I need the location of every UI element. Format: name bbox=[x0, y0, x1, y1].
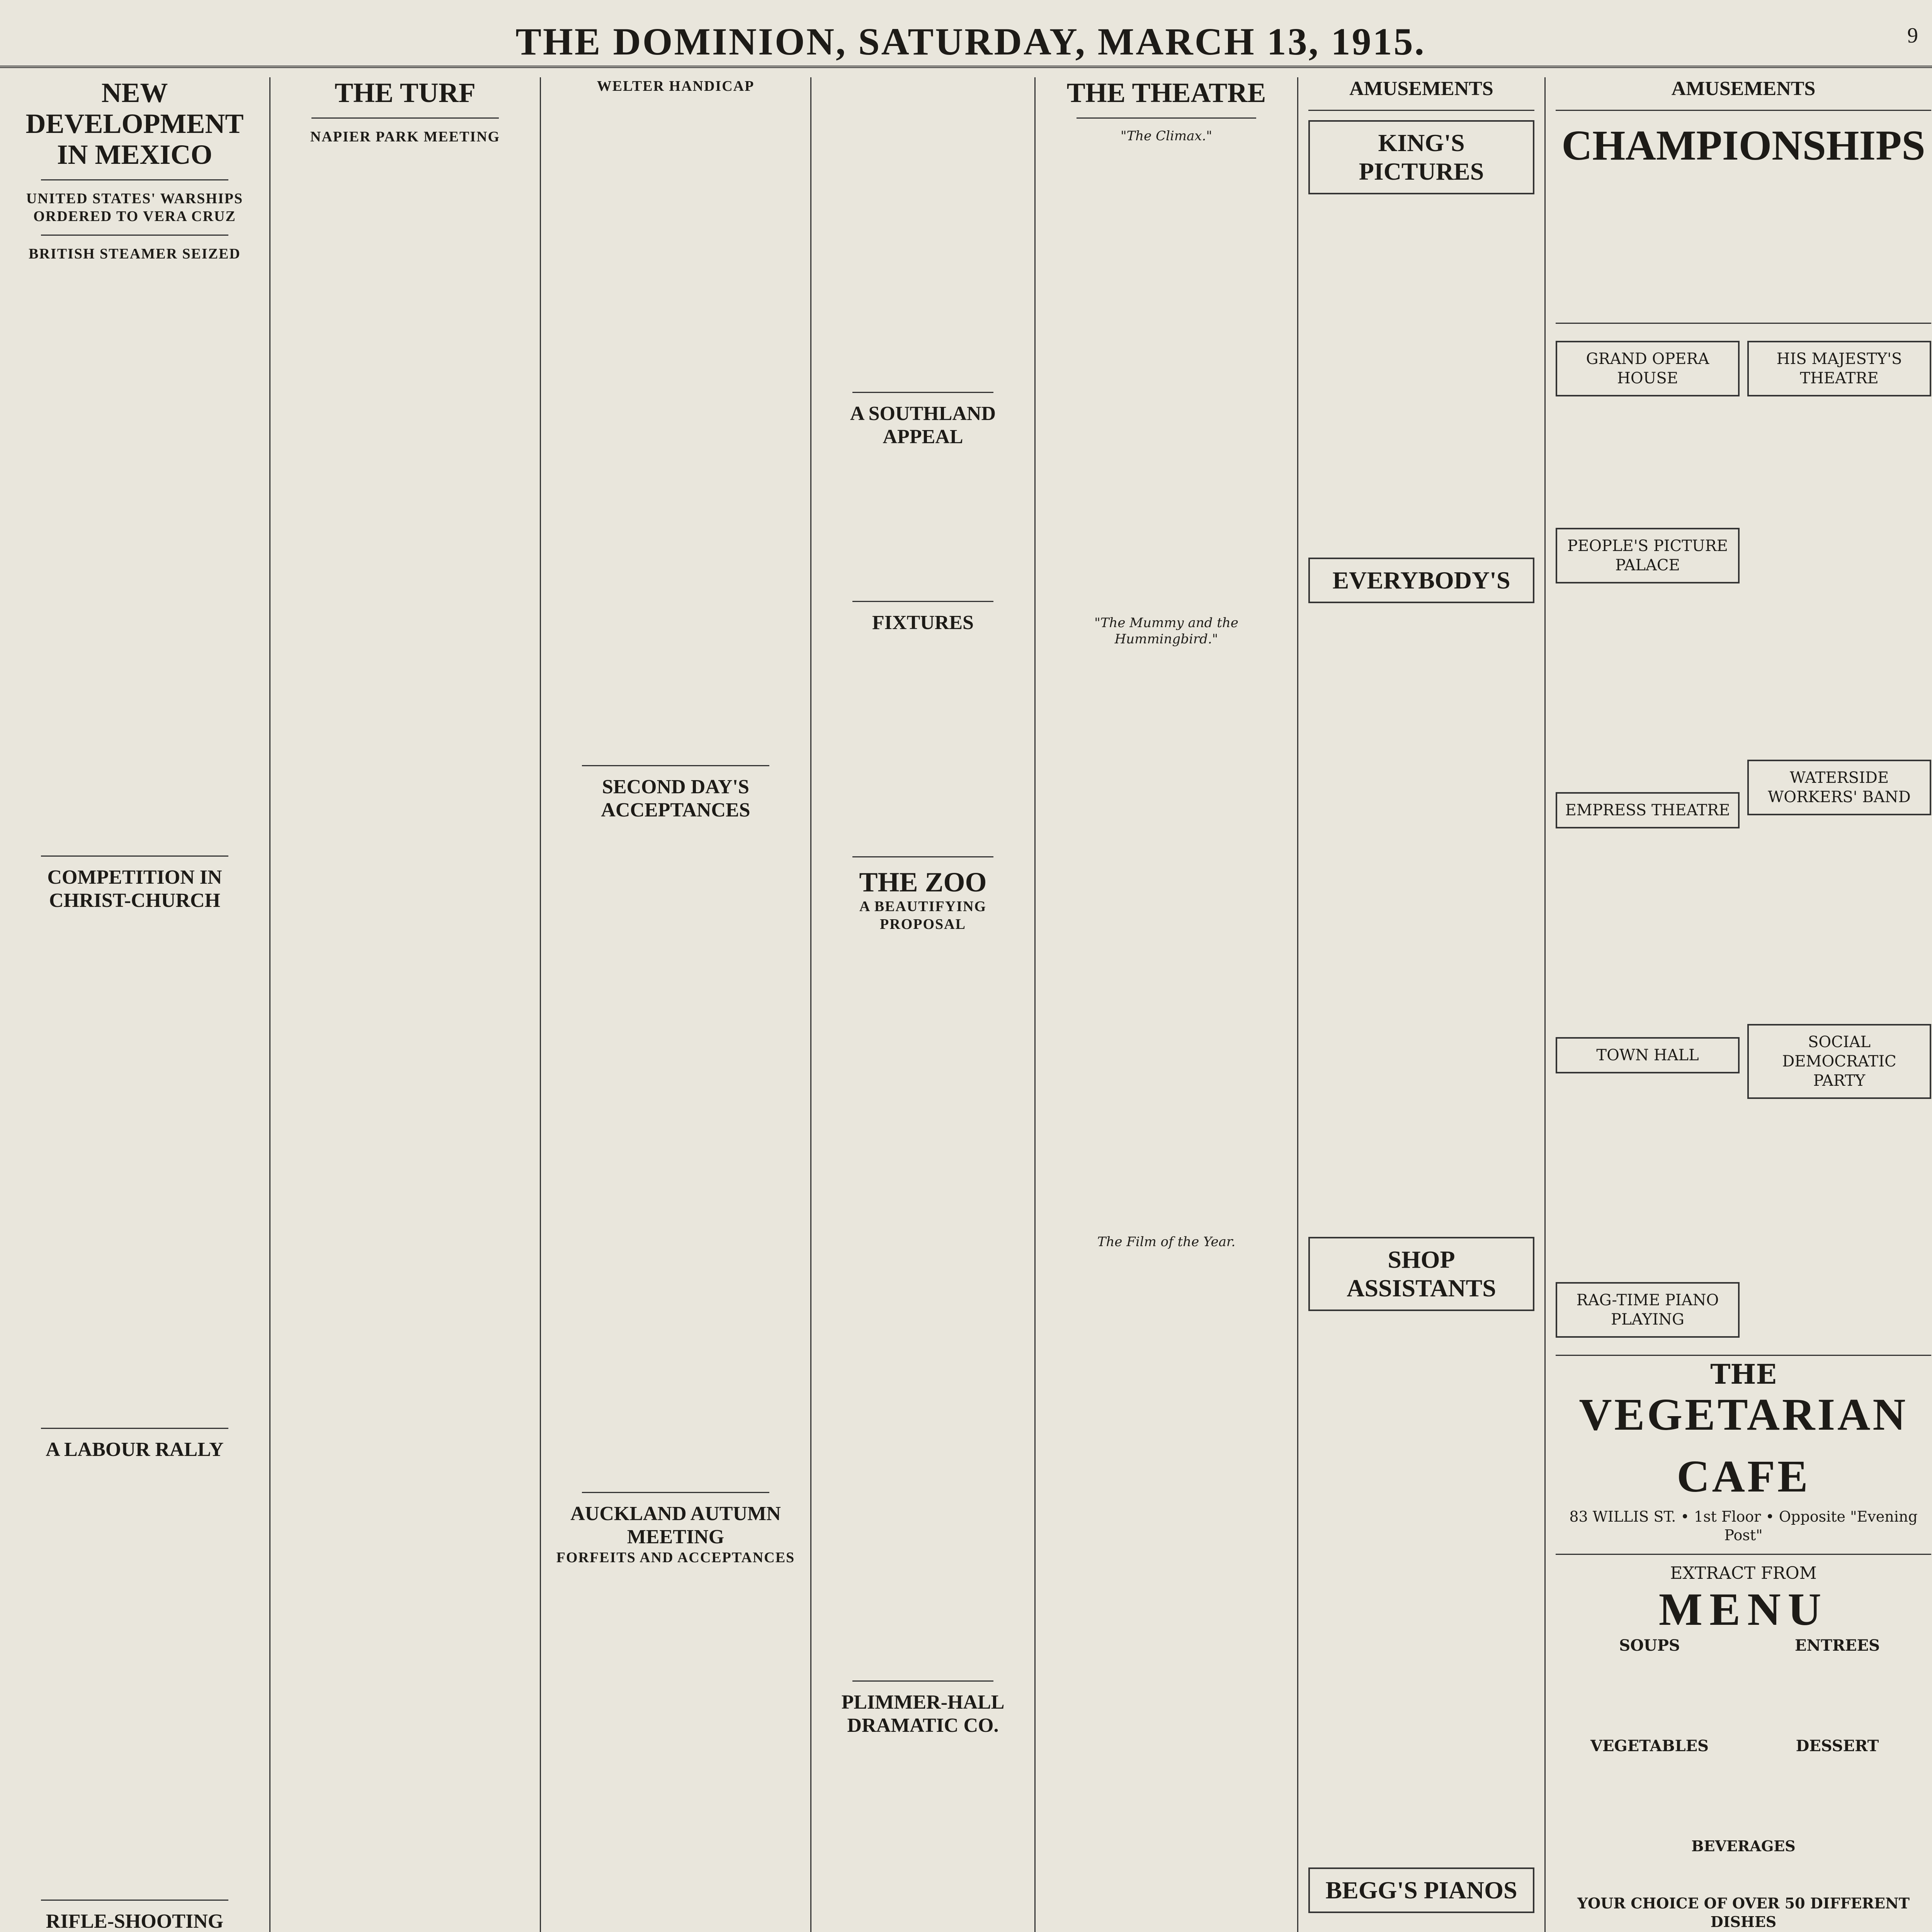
ad-peoples-picture-palace bbox=[1556, 528, 1740, 583]
headline-turf: THE TURF bbox=[335, 77, 476, 108]
ad-title: SOCIAL DEMOCRATIC PARTY bbox=[1782, 1033, 1896, 1090]
ad-empress bbox=[1556, 792, 1740, 828]
ad-title: KING'S PICTURES bbox=[1359, 129, 1484, 185]
article-body bbox=[821, 937, 1024, 1671]
ad-title: SHOP ASSISTANTS bbox=[1347, 1246, 1496, 1302]
menu-section: SOUPS bbox=[1619, 1636, 1680, 1655]
ad-shop-assistants bbox=[1308, 1237, 1534, 1311]
ad-kings-pictures bbox=[1308, 120, 1534, 194]
cafe-title: VEGETARIAN CAFE bbox=[1579, 1389, 1908, 1502]
ad-title: EVERYBODY'S bbox=[1332, 566, 1510, 594]
article-body bbox=[10, 1465, 259, 1890]
ad-title: HIS MAJESTY'S THEATRE bbox=[1776, 350, 1902, 387]
ad-body bbox=[1308, 202, 1534, 550]
headline-zoo: THE ZOO bbox=[859, 867, 987, 898]
menu-items bbox=[1556, 1659, 1743, 1736]
headline-competition: COMPETITION IN CHRIST-CHURCH bbox=[47, 866, 222, 912]
headline-championships: CHAMPIONSHIPS bbox=[1561, 122, 1925, 169]
article-body bbox=[821, 452, 1024, 592]
subhead-napier-park: NAPIER PARK MEETING bbox=[310, 129, 500, 145]
article-body bbox=[551, 1570, 800, 1932]
headline-auckland-autumn: AUCKLAND AUTUMN MEETING bbox=[570, 1503, 781, 1548]
amusements-left bbox=[1556, 333, 1740, 1345]
menu-section: VEGETABLES bbox=[1590, 1737, 1709, 1755]
article-body bbox=[1046, 651, 1287, 1231]
ad-title: BEGG'S PIANOS bbox=[1325, 1876, 1517, 1904]
headline-rifle-shooting: RIFLE-SHOOTING bbox=[46, 1910, 224, 1932]
subhead-film-of-year: The Film of the Year. bbox=[1097, 1234, 1236, 1250]
ad-body bbox=[1308, 611, 1534, 1229]
cafe-the: THE bbox=[1710, 1358, 1777, 1390]
article-body bbox=[821, 1741, 1024, 1932]
ad-waterside bbox=[1747, 760, 1931, 815]
headline-southland-appeal: A SOUTHLAND APPEAL bbox=[850, 403, 996, 448]
menu-extract: EXTRACT FROM bbox=[1670, 1563, 1817, 1583]
page-number: 9 bbox=[1907, 24, 1918, 48]
article-body bbox=[1046, 1254, 1287, 1932]
column-1 bbox=[0, 77, 270, 1932]
headline-mexico: NEW DEVELOPMENT IN MEXICO bbox=[26, 77, 244, 170]
menu-items bbox=[1743, 1659, 1931, 1736]
column-4 bbox=[811, 77, 1036, 1932]
subhead-beautifying: A BEAUTIFYING PROPOSAL bbox=[859, 898, 986, 932]
ad-body bbox=[1747, 1107, 1931, 1300]
article-body bbox=[821, 81, 1024, 383]
ad-everybodys bbox=[1308, 558, 1534, 603]
article-body bbox=[551, 826, 800, 1483]
ad-body bbox=[1747, 404, 1931, 752]
masthead bbox=[0, 15, 1932, 68]
ad-ragtime bbox=[1556, 1282, 1740, 1338]
ad-body bbox=[1556, 174, 1931, 313]
menu-section: ENTREES bbox=[1795, 1636, 1880, 1655]
menu-choice: YOUR CHOICE OF OVER 50 DIFFERENT DISHES bbox=[1577, 1895, 1910, 1930]
ad-social-democratic bbox=[1747, 1024, 1931, 1099]
ad-body bbox=[1556, 404, 1740, 520]
menu-items bbox=[1743, 1760, 1931, 1837]
headline-theatre: THE THEATRE bbox=[1066, 77, 1266, 108]
ad-beggs-pianos bbox=[1308, 1867, 1534, 1913]
article-body bbox=[10, 916, 259, 1418]
menu-section: BEVERAGES bbox=[1691, 1837, 1796, 1855]
ad-body bbox=[1308, 1319, 1534, 1860]
amusements-right bbox=[1747, 333, 1931, 1345]
column-6 bbox=[1298, 77, 1546, 1932]
ad-body bbox=[1747, 823, 1931, 1016]
headline-amusements: AMUSEMENTS bbox=[1671, 78, 1816, 100]
ad-his-majestys bbox=[1747, 341, 1931, 396]
subhead-forfeits: FORFEITS AND ACCEPTANCES bbox=[556, 1549, 795, 1566]
subhead-steamer: BRITISH STEAMER SEIZED bbox=[29, 246, 241, 262]
article-body bbox=[10, 267, 259, 846]
menu-items bbox=[1556, 1760, 1743, 1837]
subhead-welter: WELTER HANDICAP bbox=[597, 78, 755, 94]
ad-title: EMPRESS THEATRE bbox=[1565, 801, 1730, 819]
ad-body bbox=[1556, 591, 1740, 784]
article-body bbox=[551, 99, 800, 756]
cafe-address: 83 WILLIS ST. • 1st Floor • Opposite "Evening Post" bbox=[1569, 1508, 1918, 1544]
article-body bbox=[1046, 148, 1287, 612]
ad-body bbox=[1556, 836, 1740, 1029]
masthead-title: THE DOMINION, SATURDAY, MARCH 13, 1915. bbox=[515, 20, 1426, 63]
ad-grand-opera bbox=[1556, 341, 1740, 396]
amusements-grid bbox=[1556, 333, 1931, 1345]
ad-title: TOWN HALL bbox=[1596, 1046, 1699, 1064]
ad-title: PEOPLE'S PICTURE PALACE bbox=[1567, 537, 1728, 574]
headline-fixtures: FIXTURES bbox=[872, 612, 974, 634]
ad-body bbox=[1556, 1081, 1740, 1274]
ad-title: RAG-TIME PIANO PLAYING bbox=[1576, 1291, 1719, 1328]
headline-plimmer-hall: PLIMMER-HALL DRAMATIC CO. bbox=[841, 1691, 1005, 1736]
menu-items bbox=[1556, 1859, 1931, 1894]
article-body bbox=[821, 638, 1024, 847]
menu-sections bbox=[1556, 1636, 1931, 1837]
ad-title: WATERSIDE WORKERS' BAND bbox=[1768, 769, 1911, 806]
headline-labour-rally: A LABOUR RALLY bbox=[46, 1439, 224, 1461]
column-7 bbox=[1546, 77, 1932, 1932]
menu-title: MENU bbox=[1658, 1583, 1828, 1635]
menu-section: DESSERT bbox=[1796, 1737, 1879, 1755]
column-5 bbox=[1036, 77, 1298, 1932]
menu-left-column bbox=[1556, 1636, 1743, 1837]
headline-amusements: AMUSEMENTS bbox=[1349, 78, 1493, 100]
ad-title: GRAND OPERA HOUSE bbox=[1586, 350, 1709, 387]
headline-second-day: SECOND DAY'S ACCEPTANCES bbox=[601, 776, 750, 821]
subhead-climax: "The Climax." bbox=[1120, 128, 1213, 144]
menu-right-column bbox=[1743, 1636, 1931, 1837]
subhead-warships: UNITED STATES' WARSHIPS ORDERED TO VERA CRUZ bbox=[26, 190, 243, 224]
ad-town-hall bbox=[1556, 1037, 1740, 1073]
column-2 bbox=[270, 77, 541, 1932]
column-3 bbox=[541, 77, 811, 1932]
subhead-mummy: "The Mummy and the Hummingbird." bbox=[1094, 615, 1238, 647]
